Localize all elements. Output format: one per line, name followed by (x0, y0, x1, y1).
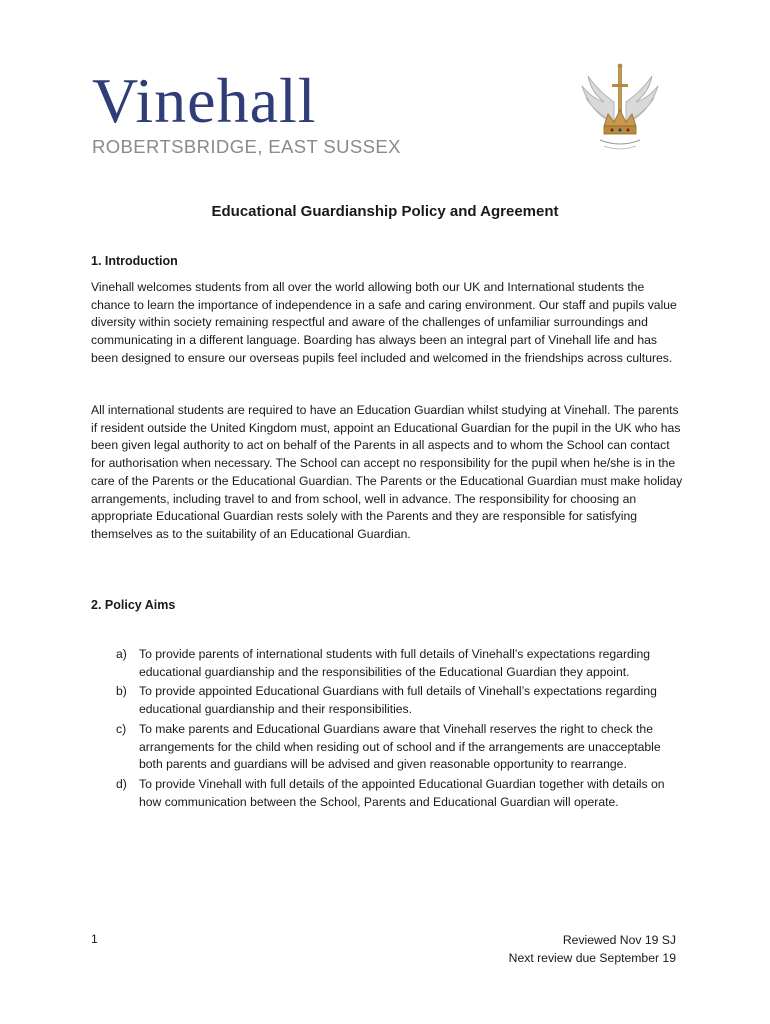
list-marker: b) (116, 684, 127, 699)
school-logo (92, 65, 401, 158)
page-number: 1 (91, 932, 98, 946)
section-heading-introduction: 1. Introduction (91, 254, 178, 268)
list-item (91, 683, 683, 718)
list-item-text: To make parents and Educational Guardians aware that Vinehall reserves the right to check the arrangements for the child when residing out of school and if the arrangements are unacceptable both parents and guardians will be advised and given reasonable opportunity to rearrange. (139, 721, 661, 772)
review-info (509, 932, 676, 967)
section-heading-policy-aims: 2. Policy Aims (91, 598, 176, 612)
next-review-date: Next review due September 19 (508, 950, 676, 965)
list-marker: a) (116, 647, 127, 661)
list-marker: c) (116, 721, 127, 736)
list-item-text: To provide Vinehall with full details of the appointed Educational Guardian together with details on how communication between the School, Parents and Educational Guardian will operate. (139, 776, 665, 809)
list-item (91, 776, 683, 811)
logo-name: Vinehall (92, 65, 317, 136)
intro-paragraph-2: All international students are required to have an Education Guardian whilst studying at Vinehall. The parents if resident outside the United Kingdom must, appoint an Educational Guardian for the pupil in the UK who has been given legal authority to act on behalf of the Parents in all aspects and to whom the School can contact for authorisation when necessary. The School can accept no responsibility for the pupil when he/she is in the care of the Parents or the Educational Guardian. The Parents or the Educational Guardian must make holiday arrangements, including travel to and from school, well in advance. The responsibility for choosing an appropriate Educational Guardian rests solely with the Parents and they are responsible for satisfying themselves as to the suitability of an Educational Guardian. (91, 403, 683, 541)
crest-icon (570, 62, 670, 162)
list-item-text: To provide appointed Educational Guardians with full details of Vinehall’s expectations regarding educational guardianship and their responsibilities. (139, 684, 657, 717)
list-item (91, 721, 683, 774)
logo-location: ROBERTSBRIDGE, EAST SUSSEX (92, 136, 401, 157)
list-item (91, 646, 683, 681)
intro-paragraph-1: Vinehall welcomes students from all over the world allowing both our UK and International students the chance to learn the importance of independence in a safe and caring environment. Our staff and pupils value diversity within society remaining respectful and aware of the challenges of unfamiliar surroundings and communicating in a different language. Boarding has always been an integral part of Vinehall life and has been designed to ensure our overseas pupils feel included and welcomed in the friendships across cultures. (91, 280, 677, 365)
list-marker: d) (116, 776, 127, 791)
reviewed-date: Reviewed Nov 19 SJ (562, 933, 676, 947)
list-item-text: To provide parents of international students with full details of Vinehall’s expectations regarding educational guardianship and the responsibilities of the Educational Guardian they appoint. (139, 647, 651, 679)
document-title: Educational Guardianship Policy and Agreement (211, 203, 559, 220)
policy-aims-list (91, 646, 683, 813)
